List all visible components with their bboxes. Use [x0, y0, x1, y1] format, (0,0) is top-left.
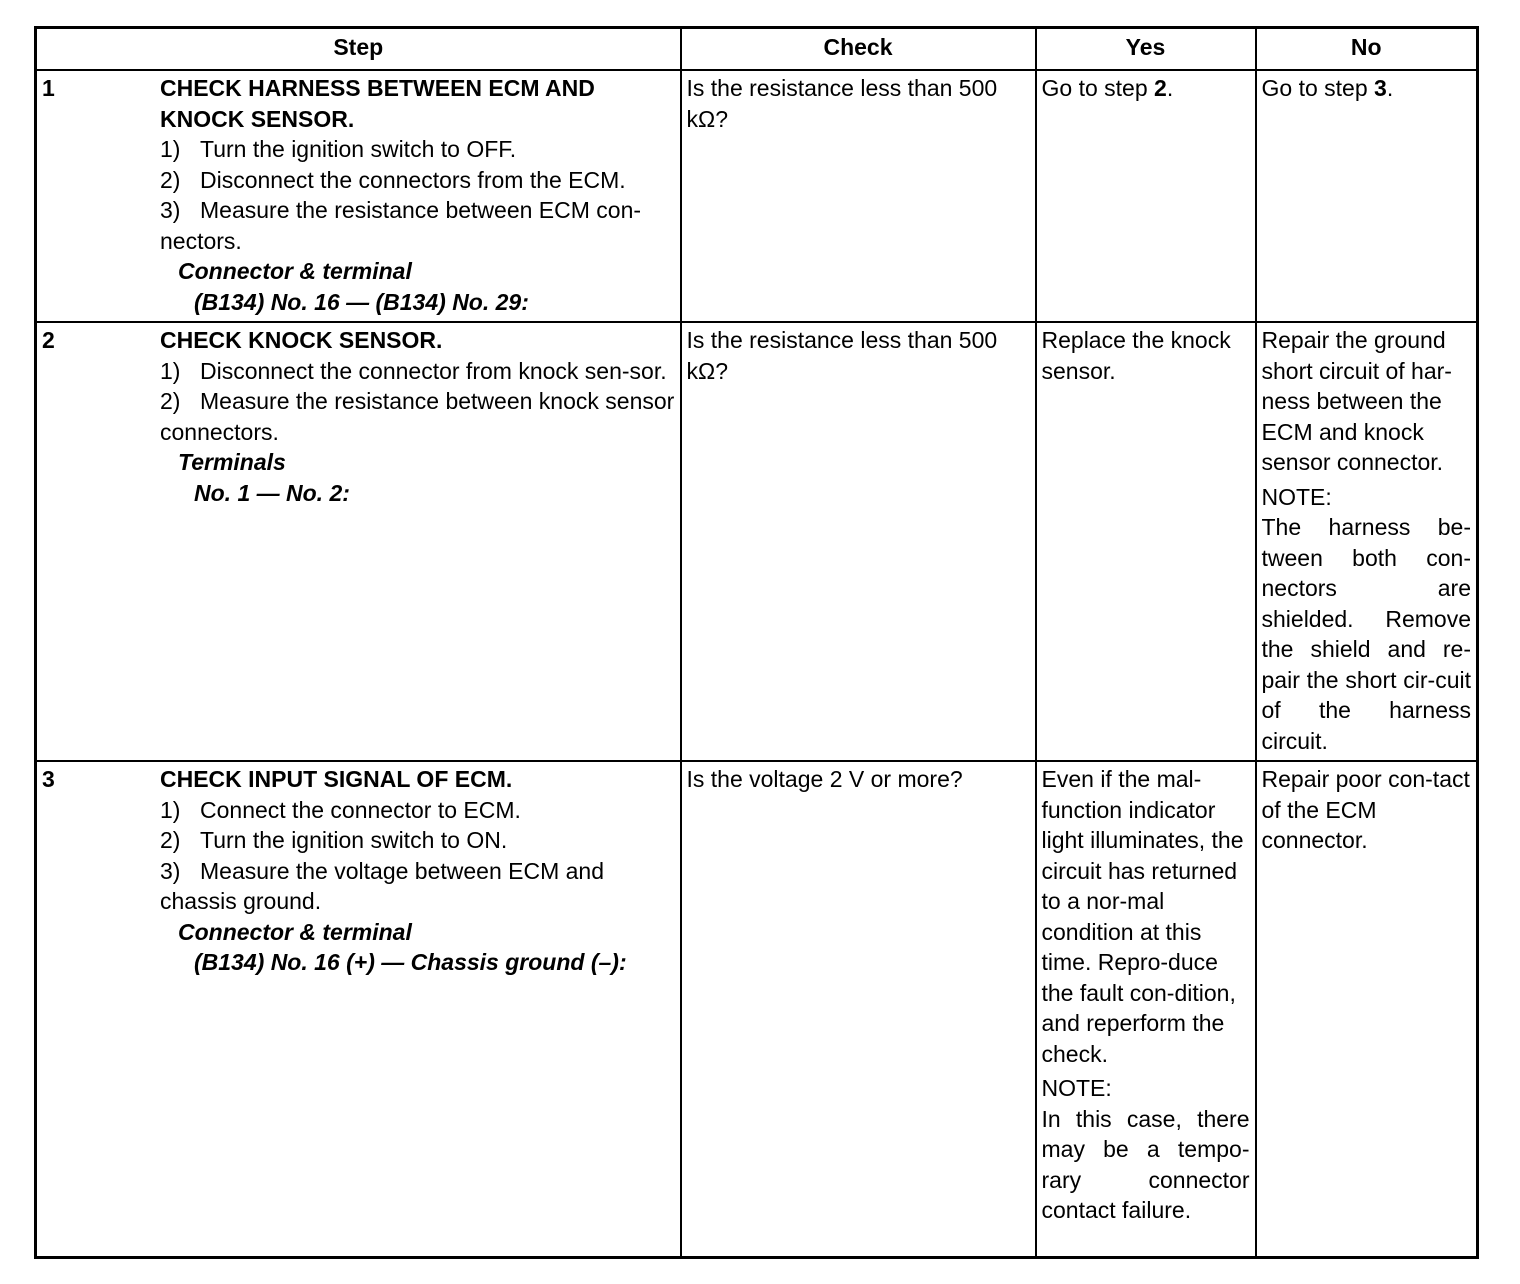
header-step: Step: [36, 28, 681, 71]
step-cell: [36, 322, 681, 761]
instruction: 2) Disconnect the connectors from the ECM.: [160, 166, 626, 193]
table-row: [36, 322, 1478, 761]
check-cell: Is the resistance less than 500 kΩ?: [681, 70, 1036, 322]
note-label: NOTE:: [1261, 483, 1332, 510]
header-yes: Yes: [1036, 28, 1256, 71]
spec-value: (B134) No. 16 (+) — Chassis ground (–):: [194, 949, 627, 975]
spec-label: Connector & terminal: [178, 918, 412, 945]
instruction: 1) Disconnect the connector from knock sen-sor.: [160, 357, 667, 384]
step-title: CHECK HARNESS BETWEEN ECM AND: [160, 75, 595, 101]
instruction: 3) Measure the resistance between ECM con-nectors.: [160, 197, 642, 254]
spec-value: No. 1 — No. 2:: [194, 479, 350, 506]
header-no: No: [1256, 28, 1478, 71]
no-cell: Repair poor con-tact of the ECM connector.: [1256, 761, 1478, 1257]
instruction: 1) Turn the ignition switch to OFF.: [160, 136, 517, 162]
step-number: 2: [42, 327, 55, 353]
no-cell: Go to step 3.: [1256, 70, 1478, 322]
step-title: CHECK INPUT SIGNAL OF ECM.: [160, 766, 513, 792]
diagnostic-procedure-table: [34, 26, 1479, 1259]
no-action-text: Repair the ground short circuit of har-ness between the ECM and knock sensor connector.: [1261, 327, 1452, 475]
instruction: 2) Turn the ignition switch to ON.: [160, 827, 508, 853]
instruction: 1) Connect the connector to ECM.: [160, 796, 521, 823]
table-header-row: [36, 28, 1478, 71]
note-text: The harness be-tween both con-nectors are shielded. Remove the shield and re-pair the short cir-cuit of the harness circuit.: [1261, 514, 1471, 754]
header-check: Check: [681, 28, 1036, 71]
spec-label: Connector & terminal: [178, 258, 412, 284]
yes-cell: Replace the knock sensor.: [1036, 322, 1256, 761]
check-cell: Is the voltage 2 V or more?: [681, 761, 1036, 1257]
note-text: In this case, there may be a tempo-rary connector contact failure.: [1041, 1105, 1250, 1223]
check-cell: Is the resistance less than 500 kΩ?: [681, 322, 1036, 761]
yes-cell: [1036, 761, 1256, 1257]
step-title: CHECK KNOCK SENSOR.: [160, 327, 443, 353]
step-title-continued: KNOCK SENSOR.: [160, 105, 355, 132]
table-row: [36, 70, 1478, 322]
spec-value: (B134) No. 16 — (B134) No. 29:: [194, 288, 529, 315]
step-cell: [36, 761, 681, 1257]
table-row: [36, 761, 1478, 1257]
no-cell: [1256, 322, 1478, 761]
step-cell: [36, 70, 681, 322]
instruction: 3) Measure the voltage between ECM and chassis ground.: [160, 857, 605, 914]
step-number: 1: [42, 75, 55, 101]
yes-action-text: Even if the mal-function indicator light illuminates, the circuit has returned to a nor-mal condition at this time. Repro-duce the fault con-dition, and reperform the check.: [1041, 766, 1244, 1067]
spec-label: Terminals: [178, 449, 286, 475]
step-number: 3: [42, 766, 55, 792]
instruction: 2) Measure the resistance between knock sensor connectors.: [160, 388, 675, 445]
note-label: NOTE:: [1041, 1075, 1112, 1101]
yes-cell: Go to step 2.: [1036, 70, 1256, 322]
